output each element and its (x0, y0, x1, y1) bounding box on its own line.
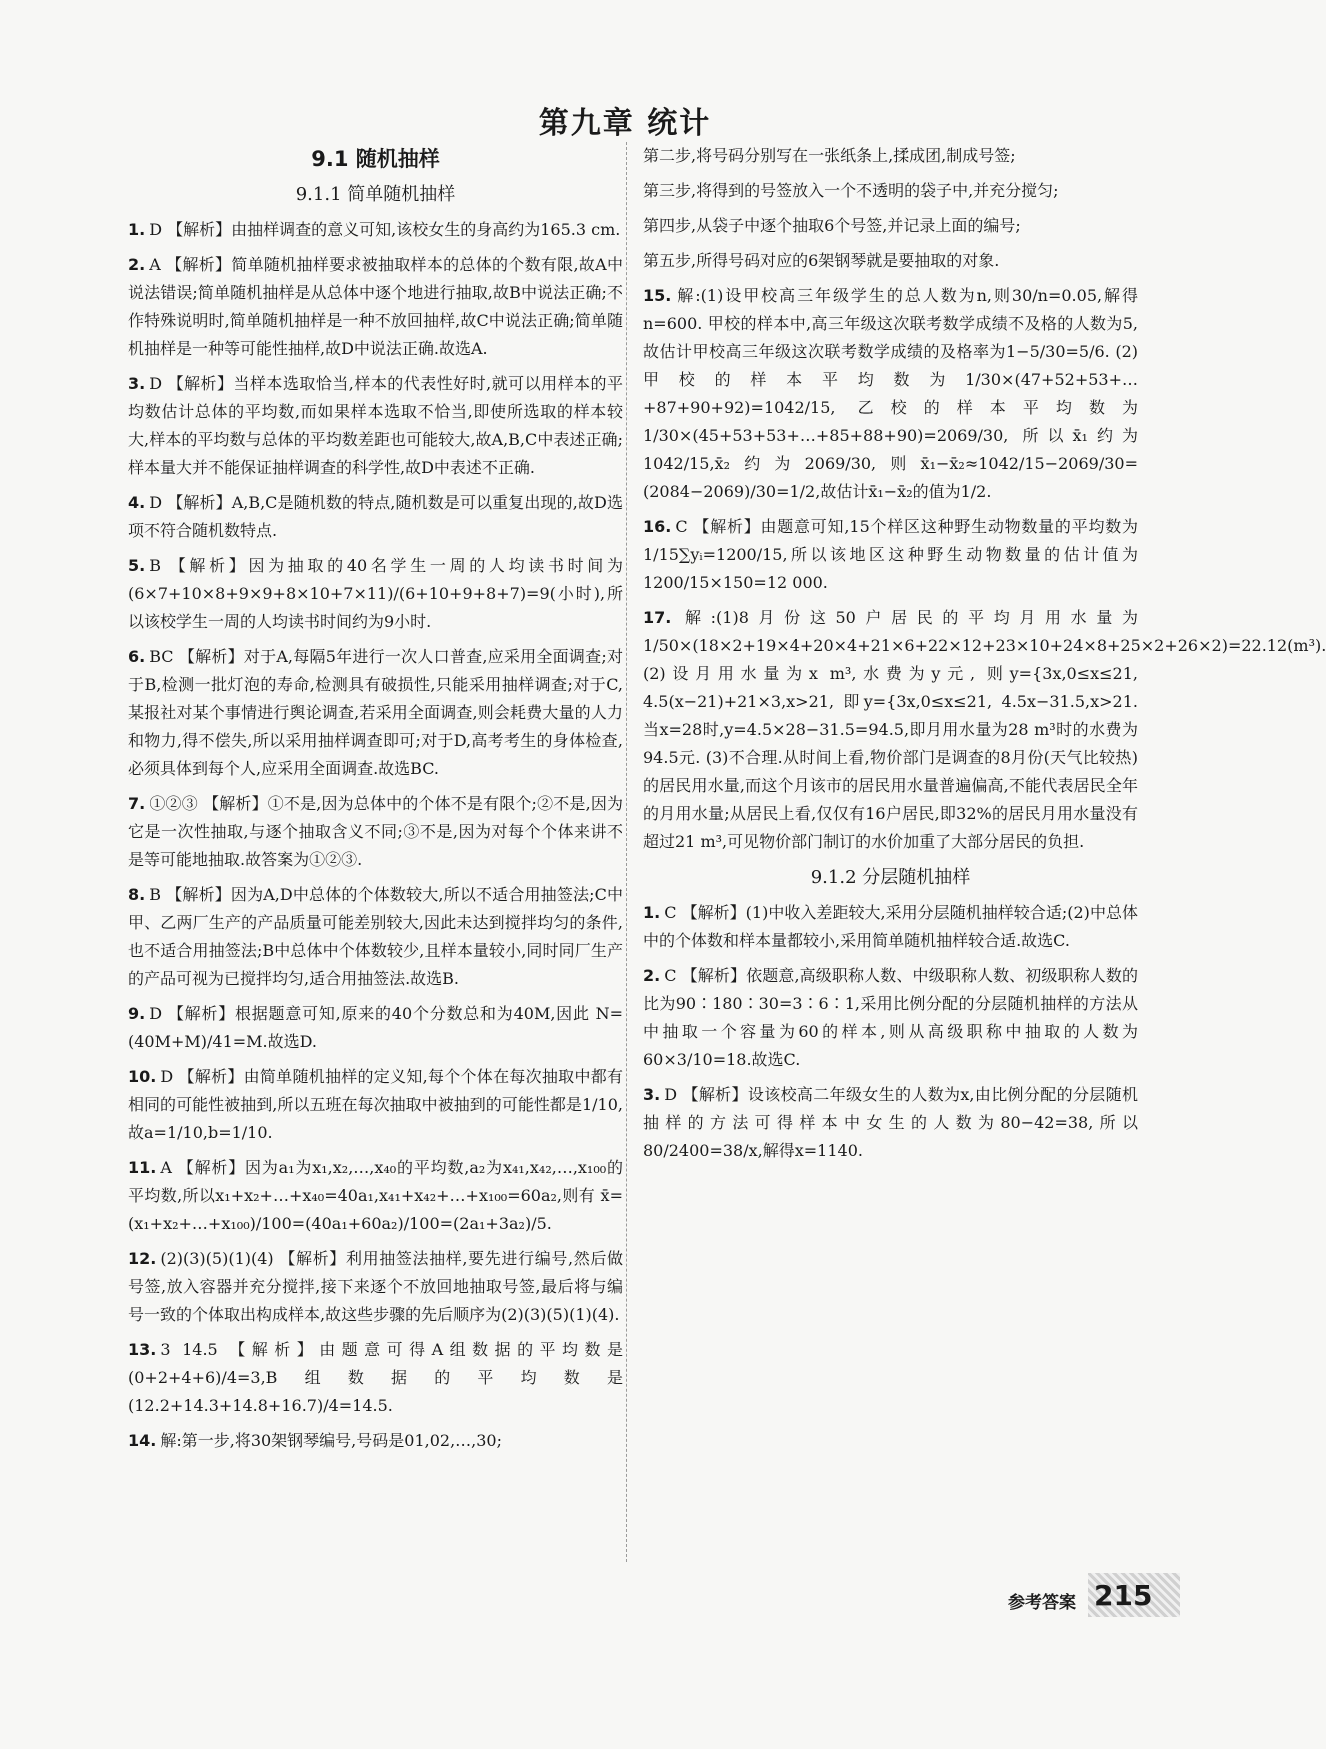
answer-text: 解:(1)设甲校高三年级学生的总人数为n,则30/n=0.05,解得n=600. 甲校的样本中,高三年级这次联考数学成绩不及格的人数为5,故估计甲校高三年级这次联考数学成绩的及格率为1−5/30=5/6. (2)甲校的样本平均数为1/30×(47+52+53+…+87+90+92)=1042/15, 乙校的样本平均数为1/30×(45+53+53+…+85+88+90)=2069/30, 所以x̄₁约为1042/15,x̄₂约为2069/30,则x̄₁−x̄₂≈1042/15−2069/30=(2084−2069)/30=1/2,故估计x̄₁−x̄₂的值为1/2. (643, 286, 1138, 501)
answer-text: C 【解析】(1)中收入差距较大,采用分层随机抽样较合适;(2)中总体中的个体数和样本量都较小,采用简单随机抽样较合适.故选C. (643, 903, 1138, 950)
answer-number: 14. (128, 1431, 157, 1450)
left-column (128, 142, 623, 1462)
continued-step: 第四步,从袋子中逐个抽取6个号签,并记录上面的编号; (643, 216, 1021, 235)
continued-step: 第二步,将号码分别写在一张纸条上,揉成团,制成号签; (643, 146, 1016, 165)
answer-item (128, 790, 623, 874)
answer-number: 15. (643, 286, 672, 305)
answer-number: 3. (643, 1085, 661, 1104)
answer-text: C 【解析】由题意可知,15个样区这种野生动物数量的平均数为1/15∑yᵢ=1200/15,所以该地区这种野生动物数量的估计值为1200/15×150=12 000. (643, 517, 1138, 592)
answer-number: 11. (128, 1158, 157, 1177)
answer-text: D 【解析】由抽样调查的意义可知,该校女生的身高约为165.3 cm. (149, 220, 621, 239)
answer-text: 解:第一步,将30架钢琴编号,号码是01,02,…,30; (160, 1431, 502, 1450)
answer-number: 6. (128, 647, 146, 666)
answer-item (128, 489, 623, 545)
answer-number: 8. (128, 885, 146, 904)
answer-number: 4. (128, 493, 146, 512)
section-title: 9.1 随机抽样 (311, 147, 440, 171)
answer-number: 13. (128, 1340, 157, 1359)
answer-number: 7. (128, 794, 146, 813)
answer-text: D 【解析】设该校高二年级女生的人数为x,由比例分配的分层随机抽样的方法可得样本中女生的人数为80−42=38,所以80/2400=38/x,解得x=1140. (643, 1085, 1138, 1160)
answer-item (643, 513, 1138, 597)
footer-label: 参考答案 (1008, 1593, 1076, 1613)
answer-item (128, 1427, 623, 1455)
answer-item (643, 604, 1326, 856)
answer-number: 10. (128, 1067, 157, 1086)
answer-text: ①②③ 【解析】①不是,因为总体中的个体不是有限个;②不是,因为它是一次性抽取,与逐个抽取含义不同;③不是,因为对每个个体来讲不是等可能地抽取.故答案为①②③. (128, 794, 623, 869)
subsection-title-2: 9.1.2 分层随机抽样 (810, 867, 971, 888)
answer-text: A 【解析】简单随机抽样要求被抽取样本的总体的个数有限,故A中说法错误;简单随机抽样是从总体中逐个地进行抽取,故B中说法正确;不作特殊说明时,简单随机抽样是一种不放回抽样,故C中说法正确;简单随机抽样是一种等可能性抽样,故D中说法正确.故选A. (128, 255, 623, 358)
answer-item (128, 1154, 623, 1238)
answer-text: D 【解析】当样本选取恰当,样本的代表性好时,就可以用样本的平均数估计总体的平均数,而如果样本选取不恰当,即使所选取的样本较大,样本的平均数与总体的平均数差距也可能较大,故A,B,C中表述正确;样本量大并不能保证抽样调查的科学性,故D中表述不正确. (128, 374, 623, 477)
answer-text: D 【解析】A,B,C是随机数的特点,随机数是可以重复出现的,故D选项不符合随机数特点. (128, 493, 623, 540)
answer-number: 12. (128, 1249, 157, 1268)
answer-item (128, 1336, 623, 1420)
right-column (643, 142, 1326, 1172)
answer-item (128, 1000, 623, 1056)
continued-step: 第三步,将得到的号签放入一个不透明的袋子中,并充分搅匀; (643, 181, 1059, 200)
answer-text: C 【解析】依题意,高级职称人数、中级职称人数、初级职称人数的比为90∶180∶30=3∶6∶1,采用比例分配的分层随机抽样的方法从中抽取一个容量为60的样本,则从高级职称中抽取的人数为60×3/10=18.故选C. (643, 966, 1138, 1069)
answer-text: 解:(1)8月份这50户居民的平均月用水量为1/50×(18×2+19×4+20×4+21×6+22×12+23×10+24×8+25×2+26×2)=22.12(m³). (2)设月用水量为x m³,水费为y元, 则y={3x,0≤x≤21, 4.5(x−21)+21×3,x>21, 即y={3x,0≤x≤21, 4.5x−31.5,x>21. 当x=28时,y=4.5×28−31.5=94.5,即月用水量为28 m³时的水费为94.5元. (3)不合理.从时间上看,物价部门是调查的8月份(天气比较热)的居民用水量,而这个月该市的居民用水量普遍偏高,不能代表居民全年的月用水量;从居民上看,仅仅有16户居民,即32%的居民月用水量没有超过21 m³,可见物价部门制订的水价加重了大部分居民的负担. (643, 608, 1326, 851)
answer-number: 3. (128, 374, 146, 393)
answer-item (128, 1063, 623, 1147)
answer-item (643, 899, 1138, 955)
answer-item (128, 251, 623, 363)
answer-text: B 【解析】因为A,D中总体的个体数较大,所以不适合用抽签法;C中甲、乙两厂生产的产品质量可能差别较大,因此未达到搅拌均匀的条件,也不适合用抽签法;B中总体中个体数较少,且样本量较小,同时同厂生产的产品可视为已搅拌均匀,适合用抽签法.故选B. (128, 885, 623, 988)
answer-item (128, 881, 623, 993)
answer-text: A 【解析】因为a₁为x₁,x₂,…,x₄₀的平均数,a₂为x₄₁,x₄₂,…,x₁₀₀的平均数,所以x₁+x₂+…+x₄₀=40a₁,x₄₁+x₄₂+…+x₁₀₀=60a₂,则有 x̄=(x₁+x₂+…+x₁₀₀)/100=(40a₁+60a₂)/100=(2a₁+3a₂)/5. (128, 1158, 623, 1233)
column-divider (626, 142, 627, 1562)
chapter-title: 第九章 统计 (538, 106, 712, 141)
answer-item (128, 1245, 623, 1329)
answer-number: 1. (128, 220, 146, 239)
answer-number: 17. (643, 608, 672, 627)
answer-number: 5. (128, 556, 146, 575)
answer-number: 1. (643, 903, 661, 922)
answer-item (643, 962, 1138, 1074)
answer-text: BC 【解析】对于A,每隔5年进行一次人口普查,应采用全面调查;对于B,检测一批灯泡的寿命,检测具有破损性,只能采用抽样调查;对于C,某报社对某个事情进行舆论调查,若采用全面调查,则会耗费大量的人力和物力,得不偿失,所以采用抽样调查即可;对于D,高考考生的身体检查,必须具体到每个人,应采用全面调查.故选BC. (128, 647, 623, 778)
answer-number: 16. (643, 517, 672, 536)
answer-text: D 【解析】由简单随机抽样的定义知,每个个体在每次抽取中都有相同的可能性被抽到,所以五班在每次抽取中被抽到的可能性都是1/10,故a=1/10,b=1/10. (128, 1067, 623, 1142)
subsection-title: 9.1.1 简单随机抽样 (295, 184, 456, 205)
answer-item (643, 282, 1138, 506)
answer-text: B 【解析】因为抽取的40名学生一周的人均读书时间为 (6×7+10×8+9×9+8×10+7×11)/(6+10+9+8+7)=9(小时),所以该校学生一周的人均读书时间约为9小时. (128, 556, 623, 631)
answer-item (128, 552, 623, 636)
continued-step: 第五步,所得号码对应的6架钢琴就是要抽取的对象. (643, 251, 1000, 270)
answer-number: 2. (128, 255, 146, 274)
answer-text: (2)(3)(5)(1)(4) 【解析】利用抽签法抽样,要先进行编号,然后做号签,放入容器并充分搅拌,接下来逐个不放回地抽取号签,最后将与编号一致的个体取出构成样本,故这些步骤的先后顺序为(2)(3)(5)(1)(4). (128, 1249, 623, 1324)
answer-item (128, 643, 623, 783)
answer-item (643, 1081, 1138, 1165)
answer-number: 9. (128, 1004, 146, 1023)
page-number: 215 (1088, 1573, 1180, 1617)
answer-text: 3 14.5 【解析】由题意可得A组数据的平均数是 (0+2+4+6)/4=3,B组数据的平均数是 (12.2+14.3+14.8+16.7)/4=14.5. (128, 1340, 623, 1415)
answer-item (128, 216, 623, 244)
answer-text: D 【解析】根据题意可知,原来的40个分数总和为40M,因此 N=(40M+M)/41=M.故选D. (128, 1004, 623, 1051)
answer-number: 2. (643, 966, 661, 985)
answer-item (128, 370, 623, 482)
